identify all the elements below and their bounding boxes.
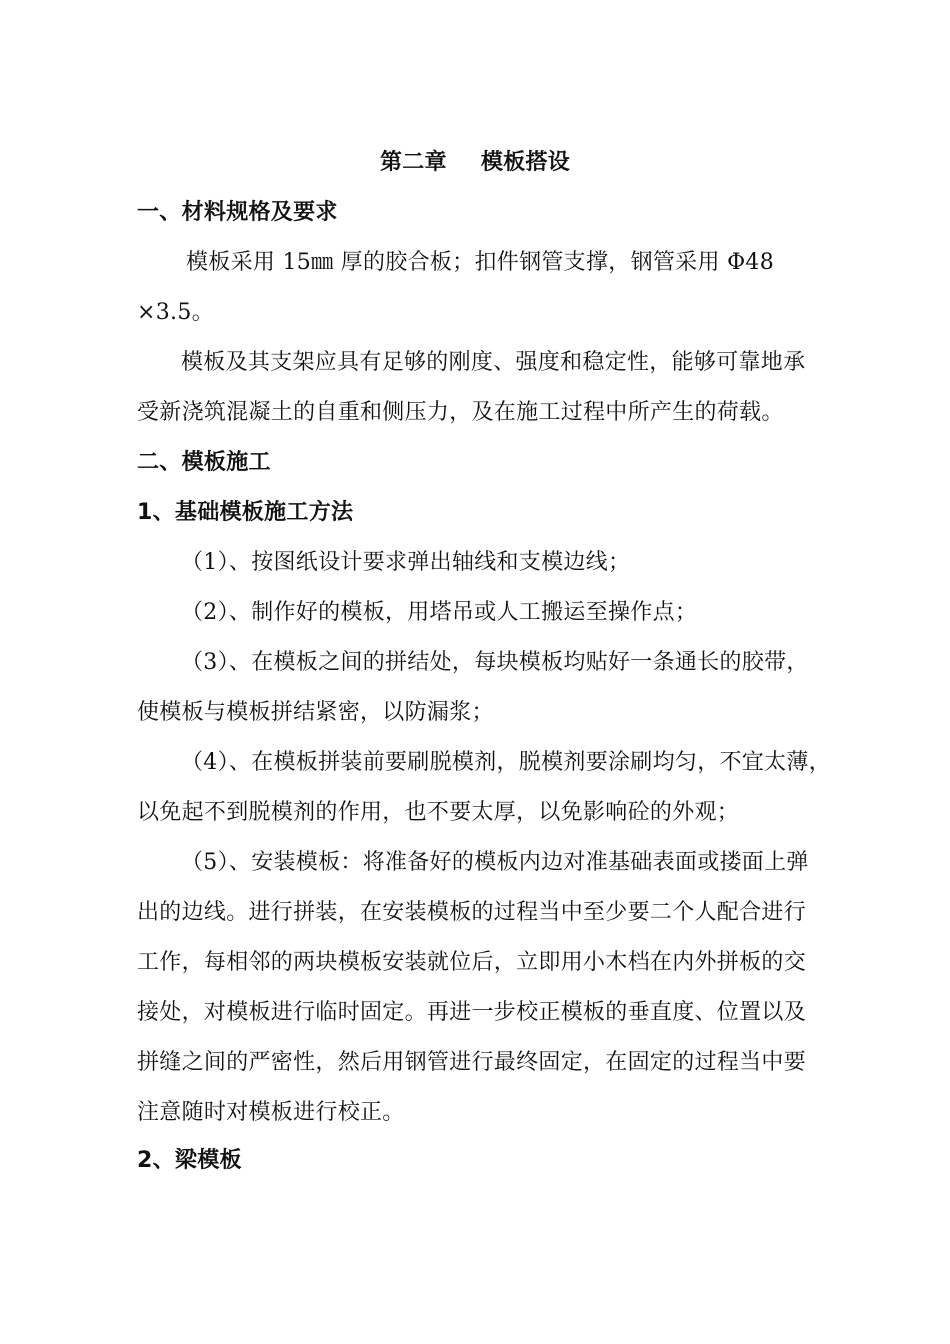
subsection-heading-foundation: 1、基础模板施工方法 xyxy=(137,500,354,525)
list-item-continuation: 使模板与模板拼结紧密，以防漏浆； xyxy=(137,700,494,725)
list-item-continuation: 以免起不到脱模剂的作用，也不要太厚，以免影响砼的外观； xyxy=(137,800,740,825)
list-item: （4）、在模板拼装前要刷脱模剂，脱模剂要涂刷均匀，不宜太薄， xyxy=(181,750,831,775)
section-heading-materials: 一、材料规格及要求 xyxy=(137,200,338,225)
paragraph-requirements-line: 受新浇筑混凝土的自重和侧压力，及在施工过程中所产生的荷载。 xyxy=(137,400,784,425)
list-item: （1）、按图纸设计要求弹出轴线和支模边线； xyxy=(181,550,631,575)
paragraph-materials-line: ×3.5。 xyxy=(137,300,214,325)
list-item: （3）、在模板之间的拼结处，每块模板均贴好一条通长的胶带， xyxy=(181,650,809,675)
chapter-number: 第二章 xyxy=(379,150,447,175)
paragraph-materials-line: 模板采用 15㎜ 厚的胶合板；扣件钢管支撑，钢管采用 Φ48 xyxy=(186,250,775,275)
section-heading-construction: 二、模板施工 xyxy=(137,450,271,475)
list-item-continuation: 注意随时对模板进行校正。 xyxy=(137,1100,405,1125)
paragraph-requirements-line: 模板及其支架应具有足够的刚度、强度和稳定性，能够可靠地承 xyxy=(181,350,806,375)
chapter-title xyxy=(0,148,950,178)
list-item: （2）、制作好的模板，用塔吊或人工搬运至操作点； xyxy=(181,600,698,625)
list-item-continuation: 接处，对模板进行临时固定。再进一步校正模板的垂直度、位置以及 xyxy=(137,1000,807,1025)
subsection-heading-beam: 2、梁模板 xyxy=(137,1148,242,1173)
list-item-continuation: 出的边线。进行拼装，在安装模板的过程当中至少要二个人配合进行 xyxy=(137,900,807,925)
list-item-continuation: 拼缝之间的严密性，然后用钢管进行最终固定，在固定的过程当中要 xyxy=(137,1050,807,1075)
list-item-continuation: 工作，每相邻的两块模板安装就位后，立即用小木档在内外拼板的交 xyxy=(137,950,807,975)
chapter-name: 模板搭设 xyxy=(480,150,571,175)
list-item: （5）、安装模板：将准备好的模板内边对准基础表面或搂面上弹 xyxy=(181,850,809,875)
